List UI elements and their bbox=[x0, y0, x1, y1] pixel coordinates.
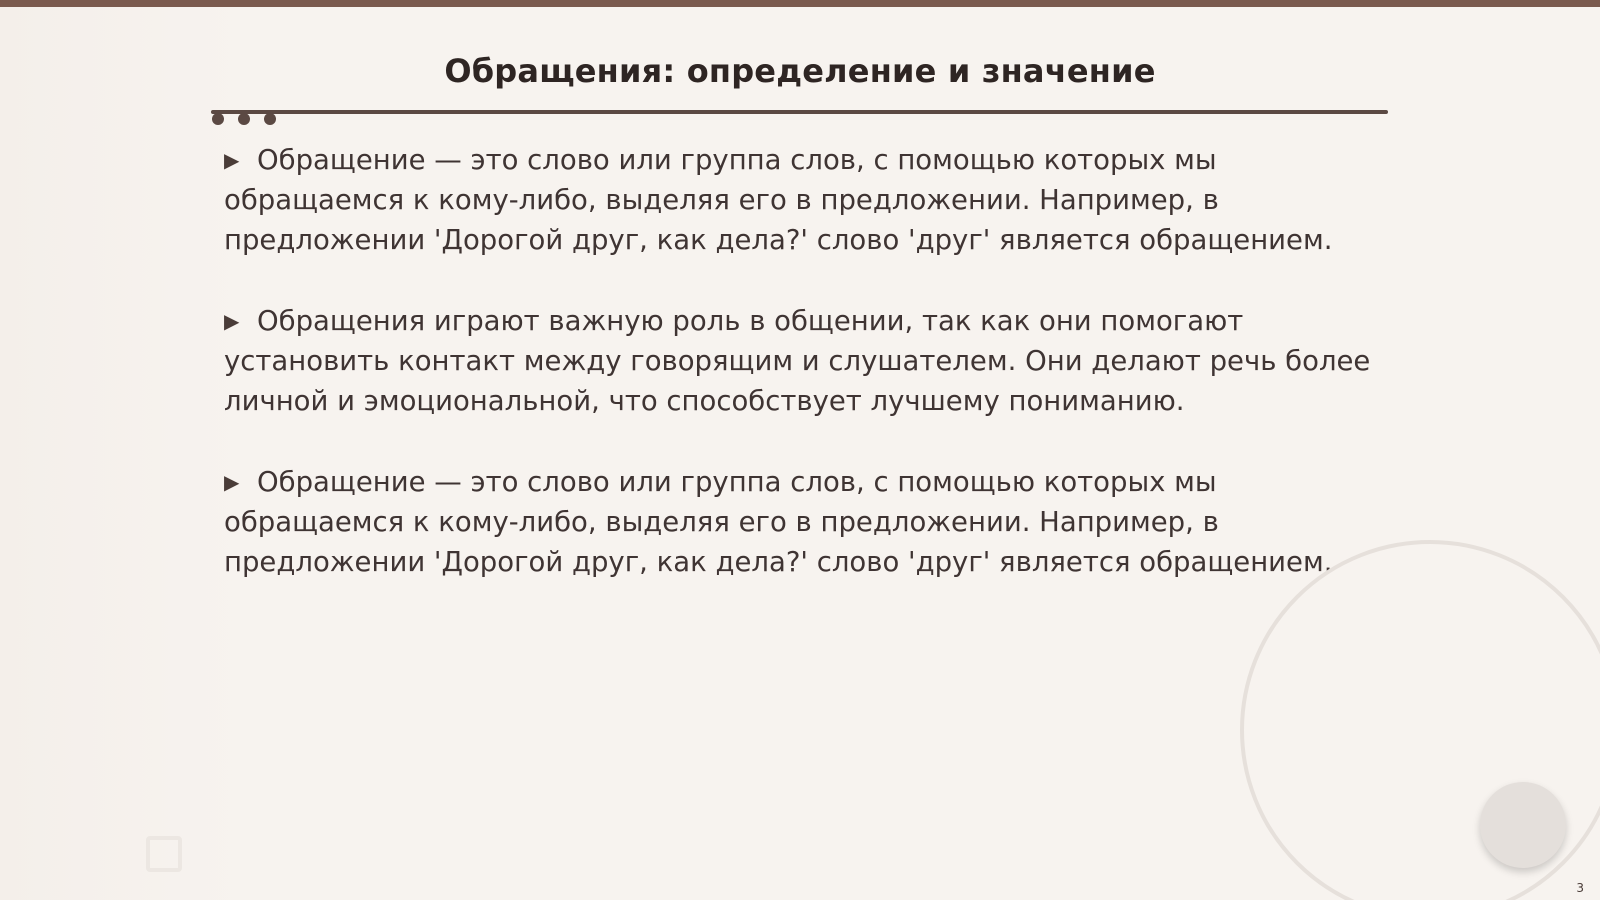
bullet-marker-icon: ▶ bbox=[224, 309, 240, 333]
slide-title: Обращения: определение и значение bbox=[444, 52, 1156, 90]
left-panel-shade bbox=[0, 7, 245, 900]
bullet-text: Обращение — это слово или группа слов, с помощью которых мы обращаемся к кому-либо, выделяя его в предложении. Например, в предложении 'Дорогой друг, как дела?' слово 'друг' является обращением. bbox=[224, 144, 1333, 256]
bullet-marker-icon: ▶ bbox=[224, 470, 240, 494]
bullet-list bbox=[224, 140, 1384, 623]
bullet-text: Обращение — это слово или группа слов, с помощью которых мы обращаемся к кому-либо, выделяя его в предложении. Например, в предложении 'Дорогой друг, как дела?' слово 'друг' является обращением. bbox=[224, 466, 1333, 578]
divider-dot bbox=[212, 113, 224, 125]
bullet-marker-icon: ▶ bbox=[224, 148, 240, 172]
bullet-item bbox=[224, 301, 1384, 421]
page-number: 3 bbox=[1576, 881, 1584, 895]
decorative-square bbox=[146, 836, 182, 872]
title-divider bbox=[211, 110, 1388, 114]
decorative-circle-filled bbox=[1480, 782, 1566, 868]
bullet-item bbox=[224, 462, 1384, 582]
bullet-text: Обращения играют важную роль в общении, так как они помогают установить контакт между говорящим и слушателем. Они делают речь более личной и эмоциональной, что способствует лучшему пониманию. bbox=[224, 305, 1371, 417]
bullet-item bbox=[224, 140, 1384, 260]
divider-dot bbox=[264, 113, 276, 125]
divider-dot bbox=[238, 113, 250, 125]
top-accent-bar bbox=[0, 0, 1600, 7]
